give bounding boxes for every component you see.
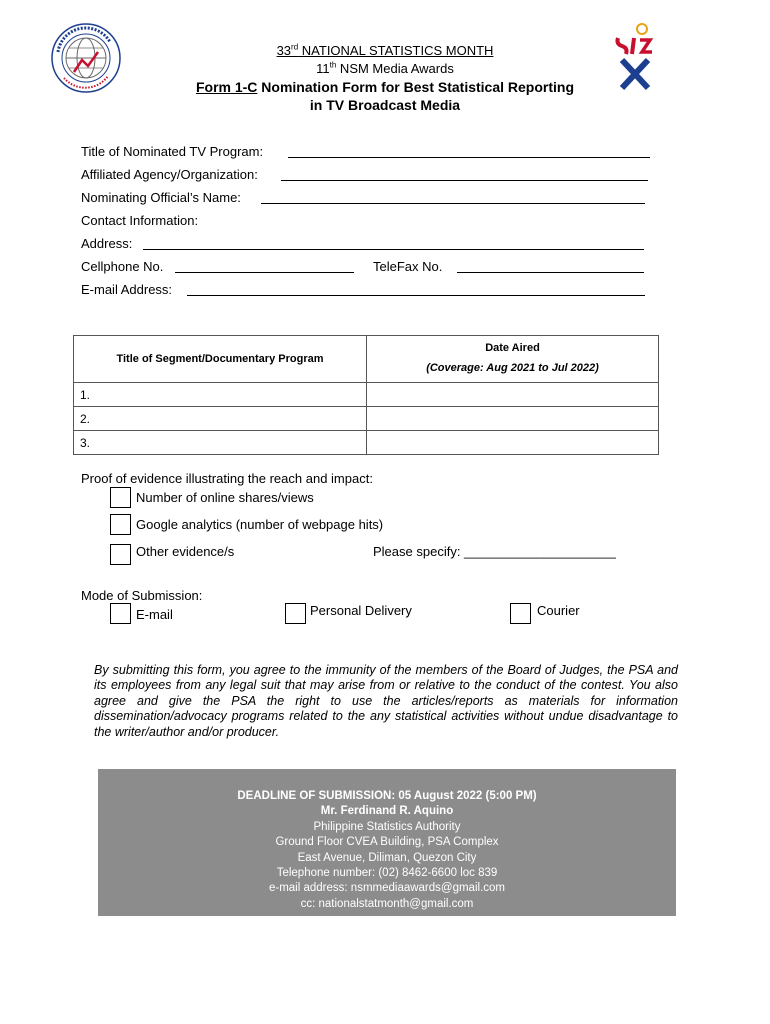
address-field[interactable]	[143, 249, 644, 250]
contact-phone: Telephone number: (02) 8462-6600 loc 839	[276, 867, 498, 880]
segment-table	[73, 335, 659, 455]
other-evidence-checkbox[interactable]	[110, 544, 131, 565]
contact-email[interactable]: e-mail address: nsmmediaawards@gmail.com	[268, 882, 505, 895]
contact-cc[interactable]: cc: nationalstatmonth@gmail.com	[300, 897, 474, 910]
address-label: Address:	[81, 236, 133, 251]
google-analytics-checkbox[interactable]	[110, 514, 131, 535]
contact-info-label: Contact Information:	[81, 213, 199, 228]
date-cell[interactable]	[367, 407, 659, 431]
online-shares-checkbox[interactable]	[110, 487, 131, 508]
google-analytics-label: Google analytics (number of webpage hits)	[136, 517, 384, 532]
email-label: E-mail Address:	[81, 282, 173, 297]
program-title-label: Title of Nominated TV Program:	[81, 144, 264, 159]
contact-address-1: Ground Floor CVEA Building, PSA Complex	[275, 836, 499, 849]
contact-address-2: East Avenue, Diliman, Quezon City	[297, 851, 477, 864]
official-label: Nominating Official’s Name:	[81, 190, 241, 205]
email-checkbox[interactable]	[110, 603, 131, 624]
awards-subtitle: 11th NSM Media Awards	[316, 60, 454, 76]
disclaimer: By submitting this form, you agree to the immunity of the members of the Board of Judges, the PSA and its employees from any legal suit that may arise from or relative to the conduct of the contest. You also agree and give the PSA the right to use the articles/reports as materials for information dissemination/advocacy programs related to the any statistical activities without undue disadvantage to the writer/author and/or producer.	[94, 663, 678, 739]
email-option-label: E-mail	[136, 607, 173, 622]
form-title: Form 1-C Nomination Form for Best Statistical Reporting	[195, 79, 575, 95]
coverage-note: (Coverage: Aug 2021 to Jul 2022)	[426, 362, 599, 374]
telefax-label: TeleFax No.	[373, 259, 443, 274]
date-cell[interactable]	[367, 383, 659, 407]
telefax-field[interactable]	[457, 272, 644, 273]
contact-name: Mr. Ferdinand R. Aquino	[320, 805, 454, 818]
row-number[interactable]: 3.	[74, 431, 367, 455]
table-row	[74, 383, 659, 407]
email-field[interactable]	[187, 295, 645, 296]
table-row	[74, 431, 659, 455]
table-row	[74, 407, 659, 431]
proof-label: Proof of evidence illustrating the reach and impact:	[81, 471, 373, 486]
cellphone-label: Cellphone No.	[81, 259, 164, 274]
online-shares-label: Number of online shares/views	[136, 490, 314, 505]
contact-org: Philippine Statistics Authority	[313, 820, 461, 833]
deadline-title: DEADLINE OF SUBMISSION: 05 August 2022 (5:00 PM)	[237, 790, 537, 802]
courier-checkbox[interactable]	[510, 603, 531, 624]
program-title-field[interactable]	[288, 157, 650, 158]
event-title: 33rd NATIONAL STATISTICS MONTH	[276, 42, 494, 58]
date-cell[interactable]	[367, 431, 659, 455]
row-number[interactable]: 2.	[74, 407, 367, 431]
agency-label: Affiliated Agency/Organization:	[81, 167, 258, 182]
specify-field[interactable]: Please specify: _____________________	[373, 544, 616, 559]
courier-label: Courier	[537, 603, 580, 618]
segment-title-header: Title of Segment/Documentary Program	[74, 336, 367, 383]
form-title-line2: in TV Broadcast Media	[309, 97, 461, 113]
other-evidence-label: Other evidence/s	[136, 544, 235, 559]
date-aired-header: Date Aired (Coverage: Aug 2021 to Jul 2022)	[367, 336, 659, 383]
deadline-box	[98, 769, 676, 916]
form-id: Form 1-C	[195, 79, 258, 95]
row-number[interactable]: 1.	[74, 383, 367, 407]
personal-delivery-checkbox[interactable]	[285, 603, 306, 624]
official-field[interactable]	[261, 203, 645, 204]
personal-delivery-label: Personal Delivery	[310, 603, 412, 618]
cellphone-field[interactable]	[175, 272, 354, 273]
mode-label: Mode of Submission:	[81, 588, 203, 603]
agency-field[interactable]	[281, 180, 648, 181]
